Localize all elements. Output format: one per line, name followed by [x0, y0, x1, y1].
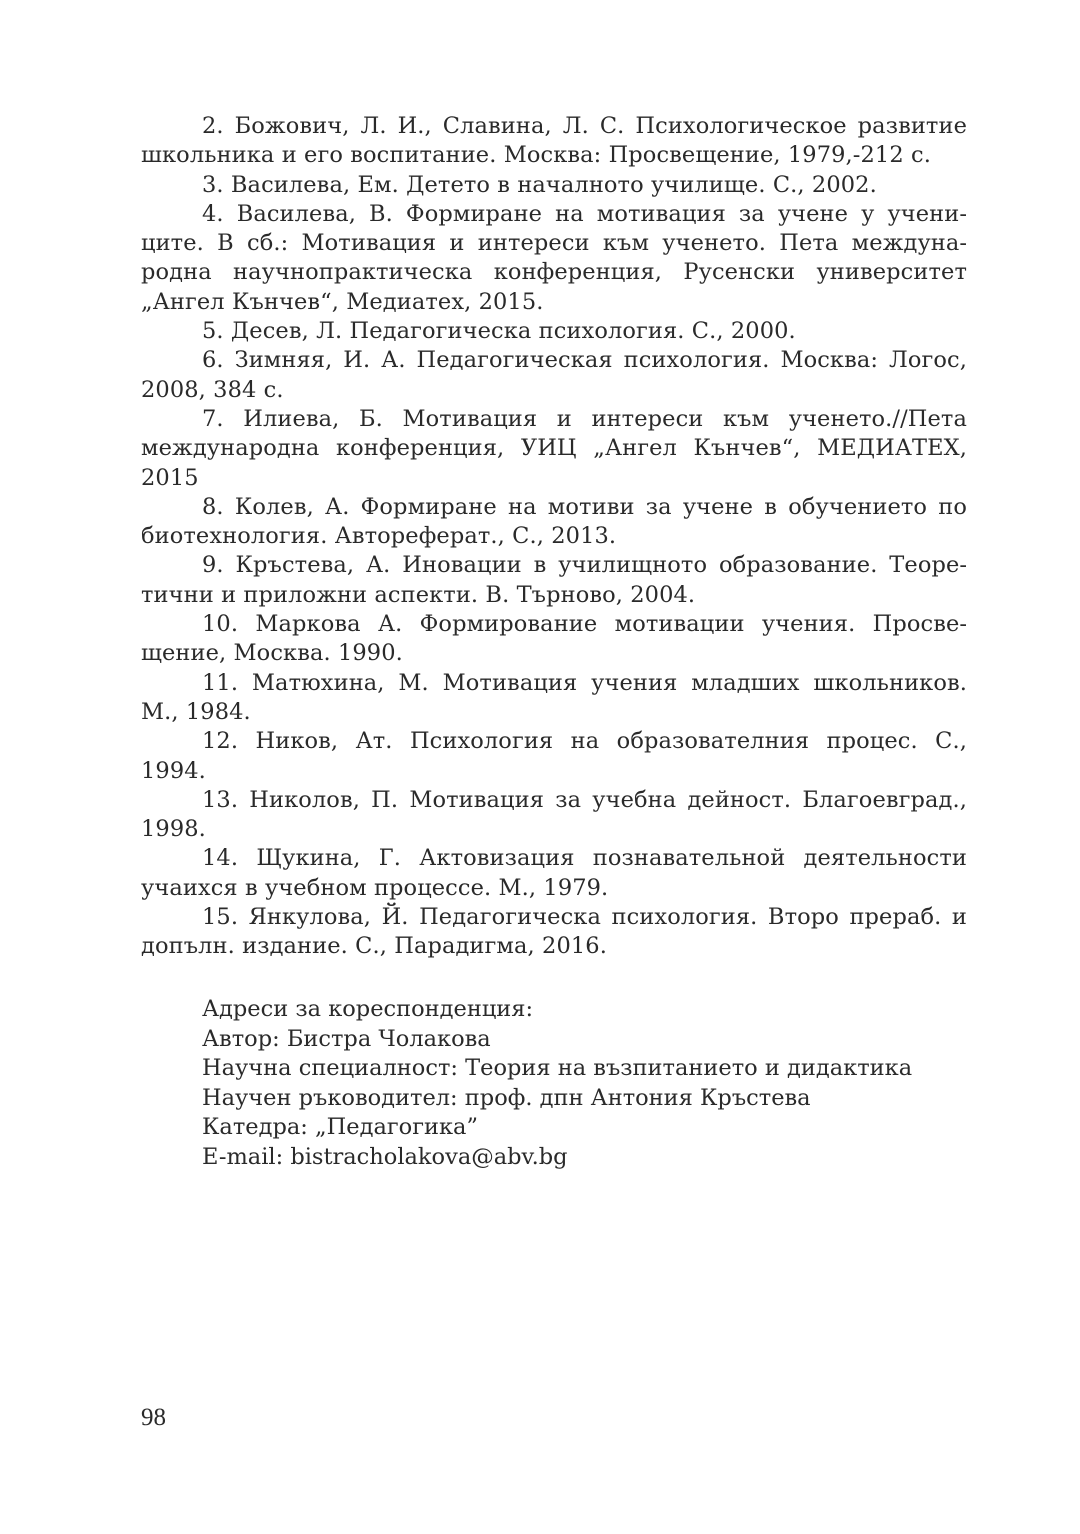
correspondence-block — [202, 995, 1002, 1173]
author-line: Автор: Бистра Чолакова — [202, 1025, 491, 1052]
specialty-line: Научна специалност: Теория на възпитанието и дидактика — [202, 1055, 913, 1082]
reference-item: 7. Илиева, Б. Мотивация и интереси към ученето.//Пета международна конференция, УИЦ „Ангел Кънчев“, МЕДИАТЕХ, 2015 — [141, 405, 967, 491]
reference-item: 13. Николов, П. Мотивация за учебна дейност. Благоевград., 1998. — [141, 786, 967, 843]
reference-item: 3. Василева, Ем. Детето в началното училище. С., 2002. — [202, 171, 877, 198]
department-line: Катедра: „Педагогика” — [202, 1114, 478, 1141]
reference-item: 9. Кръстева, А. Иновации в училищното образование. Теоретични и приложни аспекти. В. Търново, 2004. — [141, 552, 967, 608]
reference-item: 4. Василева, В. Формиране на мотивация за учене у учениците. В сб.: Мотивация и интереси към ученето. Пета международна научнопрактическа конференция, Русенски университет „Ангел Кънчев“, Медиатех, 2015. — [141, 200, 967, 315]
reference-item: 6. Зимняя, И. А. Педагогическая психология. Москва: Логос, 2008, 384 с. — [141, 347, 967, 403]
reference-item: 14. Щукина, Г. Актовизация познавательной деятельности учаихся в учебном процессе. М., 1979. — [141, 845, 967, 901]
reference-item: 5. Десев, Л. Педагогическа психология. С., 2000. — [202, 318, 796, 345]
reference-item: 8. Колев, А. Формиране на мотиви за учене в обучението по биотехнология. Автореферат., С., 2013. — [141, 493, 967, 550]
reference-item: 2. Божович, Л. И., Славина, Л. С. Психологическое развитие школьника и его воспитание. Москва: Просвещение, 1979,-212 с. — [141, 113, 967, 169]
reference-list — [141, 112, 967, 962]
email-line: E-mail: bistracholakova@abv.bg — [202, 1143, 568, 1170]
reference-item: 12. Ников, Ат. Психология на образователния процес. С., 1994. — [141, 728, 967, 784]
page-number: 98 — [141, 1404, 166, 1431]
correspondence-heading: Адреси за кореспонденция: — [202, 996, 534, 1022]
reference-item: 10. Маркова А. Формирование мотивации учения. Просвещение, Москва. 1990. — [141, 611, 967, 667]
supervisor-line: Научен ръководител: проф. дпн Антония Кръстева — [202, 1084, 811, 1111]
reference-item: 15. Янкулова, Й. Педагогическа психология. Второ прераб. и допълн. издание. С., Парадигма, 2016. — [141, 904, 967, 960]
reference-item: 11. Матюхина, М. Мотивация учения младших школьников. М., 1984. — [141, 669, 967, 725]
